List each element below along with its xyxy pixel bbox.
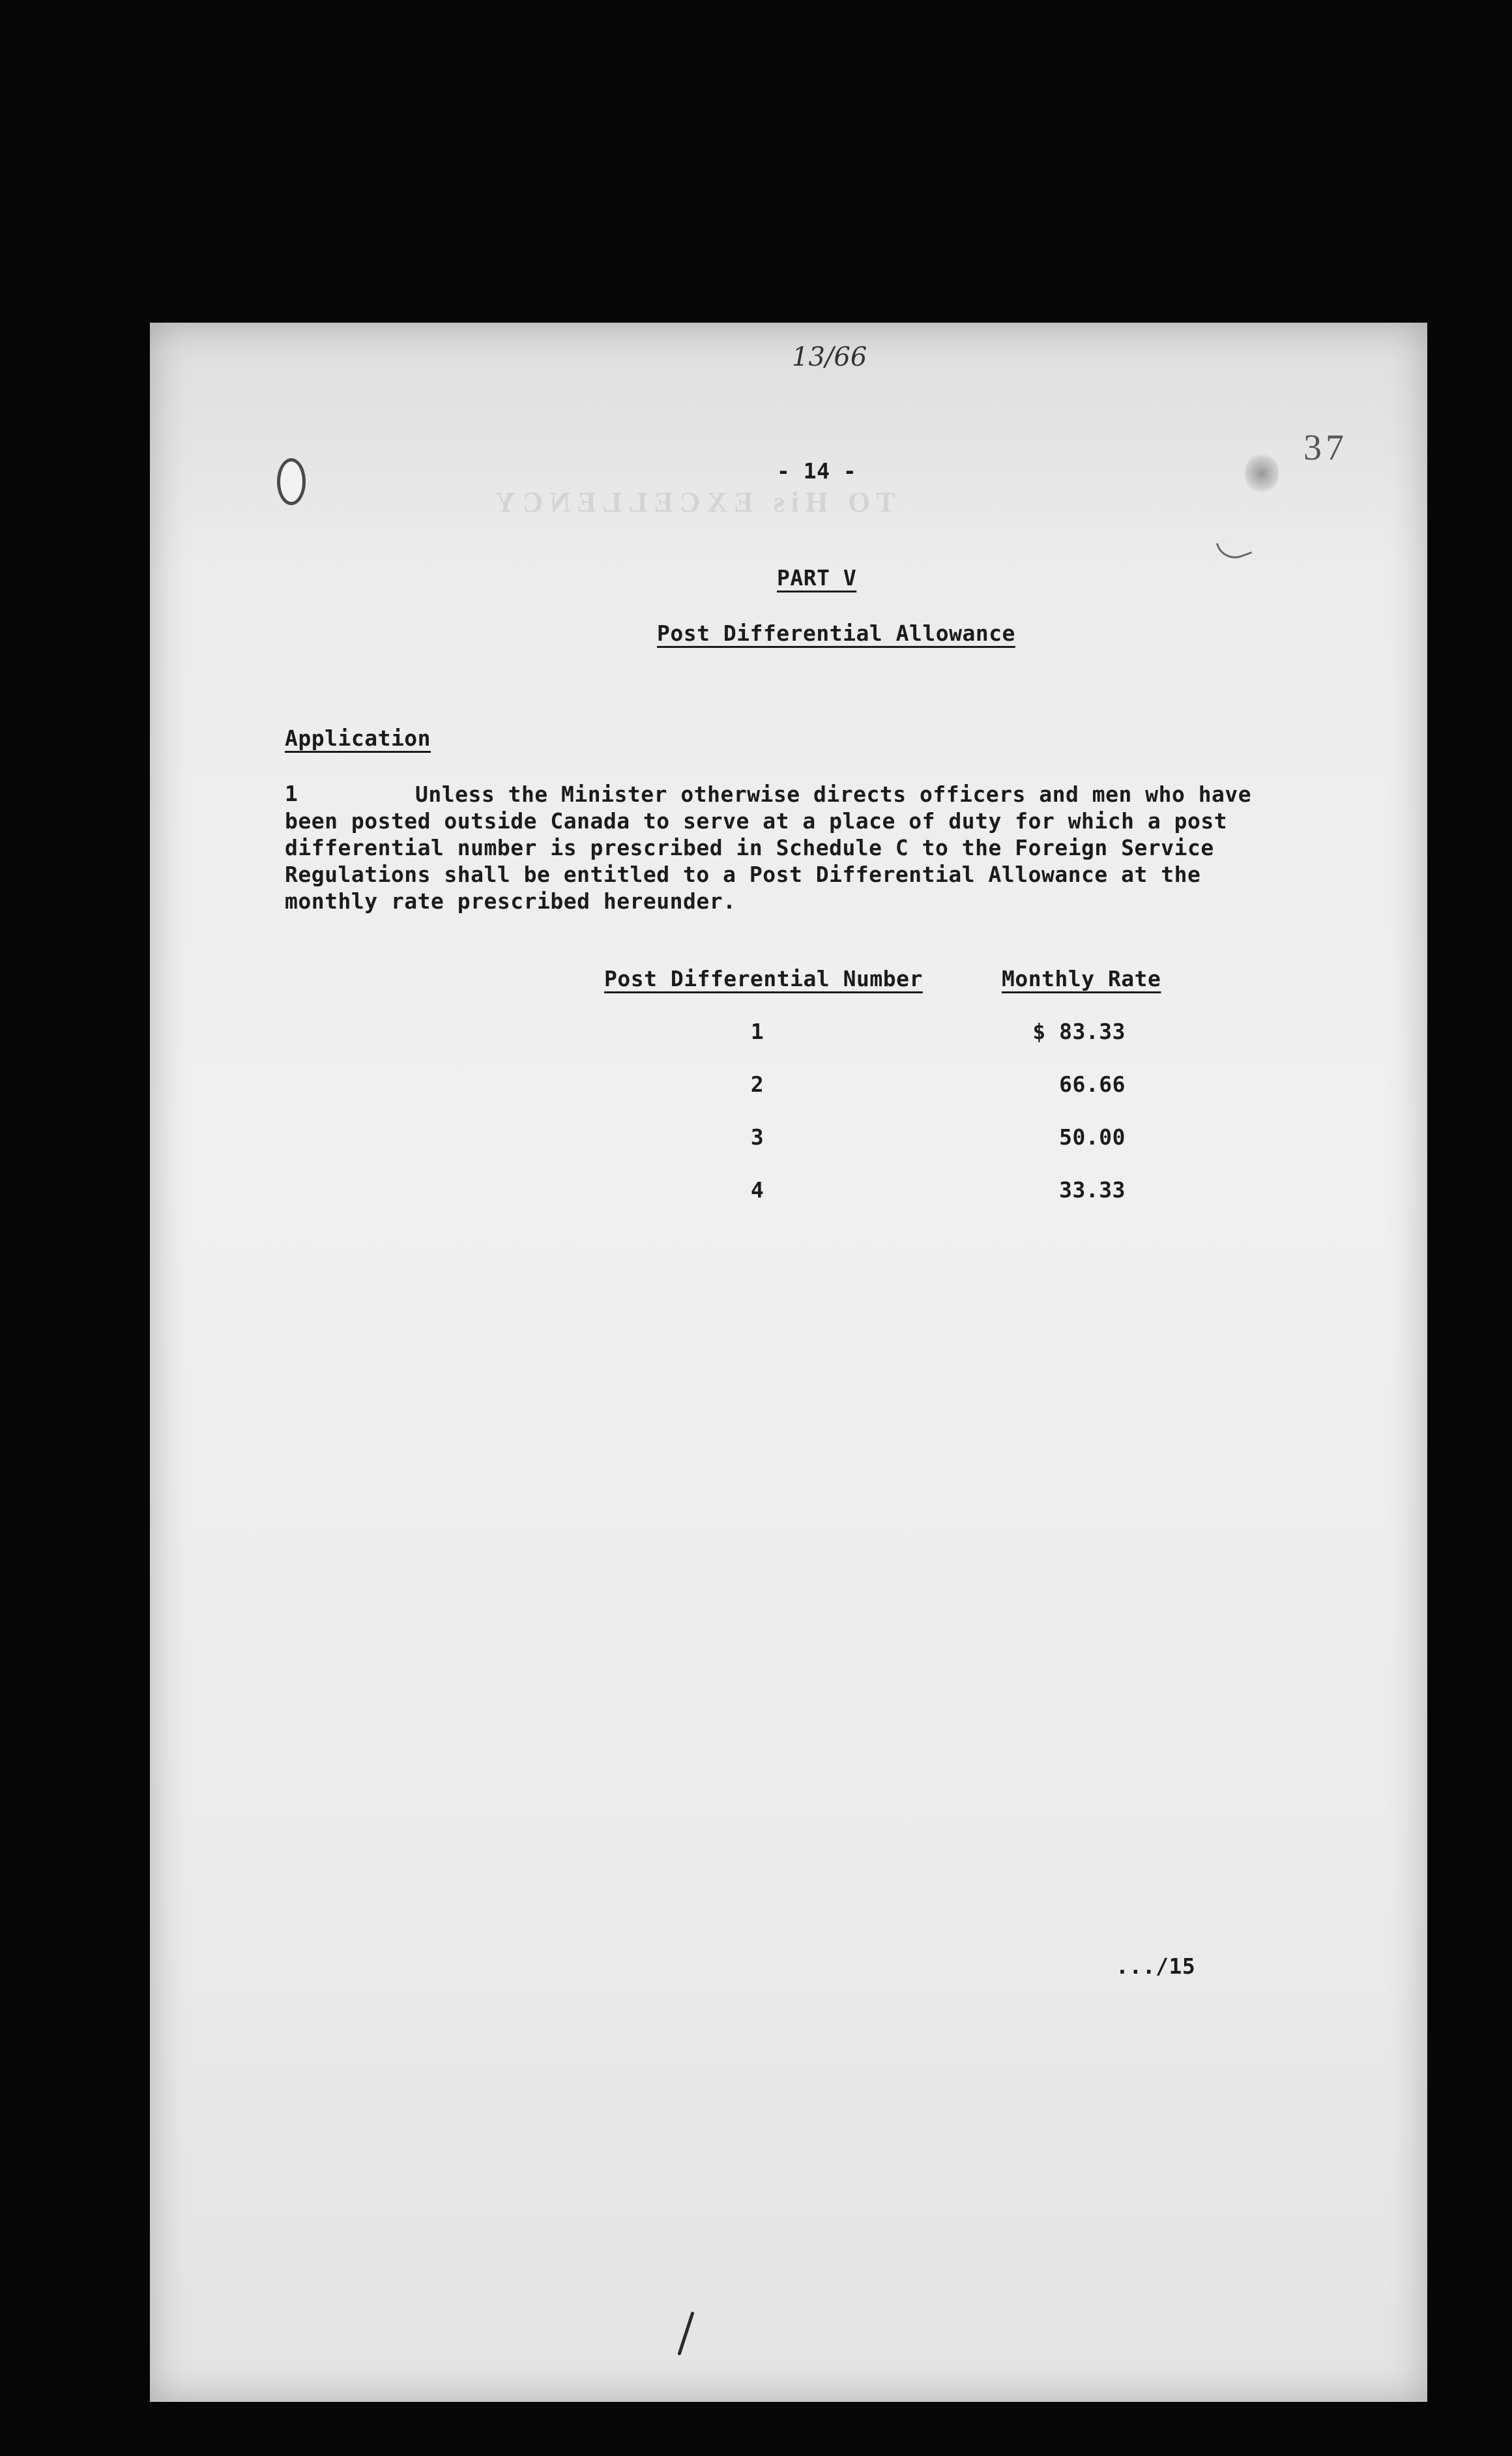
table-cell-number: 3 <box>750 1124 764 1150</box>
document-page <box>150 323 1427 2402</box>
table-cell-number: 4 <box>750 1177 764 1203</box>
paragraph-line: been posted outside Canada to serve at a place of duty for which a post <box>285 808 1228 834</box>
archive-page-number: 37 <box>1303 428 1348 468</box>
table-cell-rate: $ 83.33 <box>1032 1019 1126 1044</box>
pen-stroke-icon <box>677 2311 694 2356</box>
table-cell-rate: 50.00 <box>1059 1124 1126 1150</box>
continuation-marker: .../15 <box>1116 1953 1196 1979</box>
table-header-monthly-rate: Monthly Rate <box>1002 966 1161 991</box>
table-cell-number: 1 <box>750 1019 764 1044</box>
table-cell-rate: 33.33 <box>1059 1177 1126 1203</box>
part-heading: PART V <box>777 565 857 591</box>
show-through-text: TO His EXCELLENCY <box>489 486 895 518</box>
paragraph-line: Regulations shall be entitled to a Post Differential Allowance at the <box>285 862 1201 887</box>
application-paragraph <box>285 781 1315 914</box>
paragraph-line: differential number is prescribed in Schedule C to the Foreign Service <box>285 835 1214 860</box>
table-cell-rate: 66.66 <box>1059 1072 1126 1097</box>
page-number: - 14 - <box>777 458 857 484</box>
handwritten-reference: 13/66 <box>792 342 867 372</box>
paragraph-line: Unless the Minister otherwise directs officers and men who have <box>415 782 1252 807</box>
table-header-post-number: Post Differential Number <box>604 966 923 991</box>
ink-smudge-icon <box>1245 453 1279 493</box>
application-subheading: Application <box>285 725 431 751</box>
paragraph-number: 1 <box>285 781 298 806</box>
pencil-mark-icon <box>1216 533 1252 564</box>
paragraph-line: monthly rate prescribed hereunder. <box>285 888 736 914</box>
punch-hole-icon <box>277 458 306 505</box>
section-title: Post Differential Allowance <box>657 621 1015 646</box>
table-cell-number: 2 <box>750 1072 764 1097</box>
